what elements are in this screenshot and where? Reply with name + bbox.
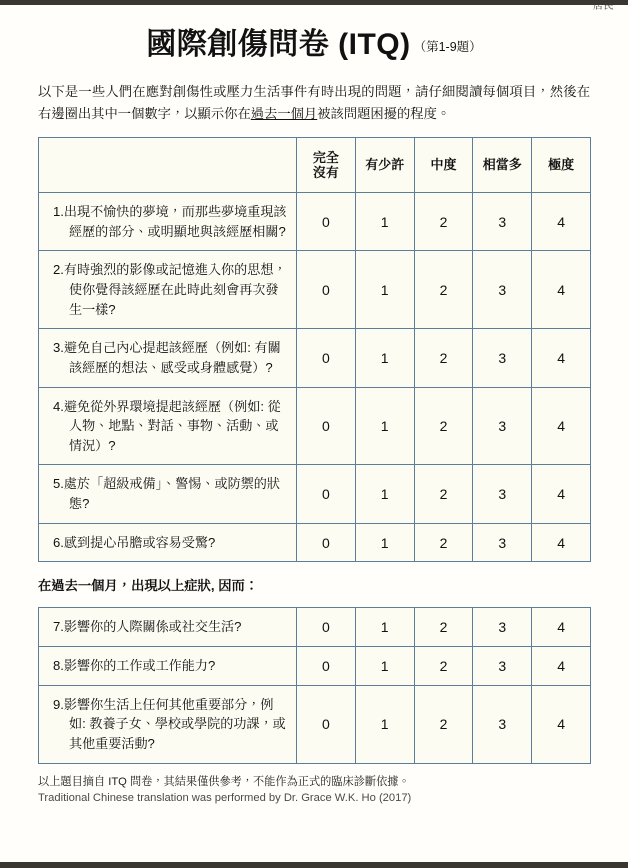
footer-disclaimer-cn: 以上題目摘自 ITQ 問卷，其結果僅供參考，不能作為正式的臨床診斷依據。	[38, 775, 410, 788]
score-option-1[interactable]: 1	[355, 193, 414, 251]
score-option-2[interactable]: 2	[414, 465, 473, 523]
table-row	[39, 685, 591, 763]
bottom-chrome-bar	[0, 862, 628, 868]
question-text-cell	[39, 193, 297, 251]
questions-body-part-2	[39, 608, 591, 763]
score-option-1[interactable]: 1	[355, 523, 414, 562]
question-label: 影響你的工作或工作能力?	[63, 658, 216, 674]
question-body	[53, 397, 288, 456]
question-label: 影響你生活上任何其他重要部分，例如: 教養子女、學校或學院的功課，或其他重要活動?	[63, 696, 286, 751]
score-option-1[interactable]: 1	[355, 251, 414, 329]
question-body	[53, 617, 288, 637]
table-row	[39, 193, 591, 251]
question-body	[53, 695, 288, 754]
score-option-1[interactable]: 1	[355, 685, 414, 763]
question-text-cell	[39, 329, 297, 387]
score-option-3[interactable]: 3	[473, 193, 532, 251]
question-number: 1.	[53, 204, 64, 220]
header-col-a-little: 有少許	[355, 138, 414, 193]
header-col-none	[297, 138, 356, 193]
header-col-moderately: 中度	[414, 138, 473, 193]
score-option-2[interactable]: 2	[414, 251, 473, 329]
question-number: 3.	[53, 340, 64, 356]
score-option-0[interactable]: 0	[297, 387, 356, 465]
score-option-3[interactable]: 3	[473, 647, 532, 686]
table-row	[39, 465, 591, 523]
instructions-underlined-phrase: 過去一個月	[250, 105, 318, 121]
instructions-text-before: 以下是一些人們在應對創傷性或壓力生活事件有時出現的問題，請仔細閱讀每個項目，然後在右邊圈出其中一個數字，以顯示你在	[38, 84, 590, 121]
table-row	[39, 523, 591, 562]
instructions-paragraph	[38, 81, 590, 124]
score-option-4[interactable]: 4	[532, 387, 591, 465]
question-text-cell	[39, 608, 297, 647]
section-note: 在過去一個月，出現以上症狀, 因而：	[38, 578, 259, 594]
score-option-2[interactable]: 2	[414, 608, 473, 647]
score-option-0[interactable]: 0	[297, 329, 356, 387]
score-option-1[interactable]: 1	[355, 647, 414, 686]
score-option-4[interactable]: 4	[532, 647, 591, 686]
page-title	[0, 5, 628, 63]
question-label: 感到提心吊膽或容易受驚?	[63, 534, 216, 550]
header-col-extremely: 極度	[532, 138, 591, 193]
question-body	[53, 338, 288, 377]
page-title-subtitle: （第1-9題）	[413, 40, 482, 54]
score-option-4[interactable]: 4	[532, 329, 591, 387]
questions-table-part-2	[38, 607, 591, 763]
score-option-4[interactable]: 4	[532, 465, 591, 523]
score-option-0[interactable]: 0	[297, 608, 356, 647]
table-row	[39, 387, 591, 465]
score-option-0[interactable]: 0	[297, 193, 356, 251]
score-option-2[interactable]: 2	[414, 647, 473, 686]
question-label: 處於「超級戒備」、警惕、或防禦的狀態?	[63, 476, 280, 512]
score-option-1[interactable]: 1	[355, 465, 414, 523]
header-col-none-line2: 沒有	[312, 165, 339, 181]
question-text-cell	[39, 523, 297, 562]
table-row	[39, 647, 591, 686]
question-number: 2.	[53, 262, 64, 278]
score-option-4[interactable]: 4	[532, 523, 591, 562]
header-col-none-line1: 完全	[312, 149, 339, 165]
score-option-3[interactable]: 3	[473, 387, 532, 465]
score-option-0[interactable]: 0	[297, 251, 356, 329]
question-body	[53, 533, 288, 553]
question-number: 4.	[53, 398, 64, 414]
header-blank-cell	[39, 138, 297, 193]
question-text-cell	[39, 685, 297, 763]
instructions-text-after: 被該問題困擾的程度。	[317, 105, 451, 121]
table-header-row	[39, 138, 591, 193]
question-number: 9.	[53, 696, 64, 712]
score-option-4[interactable]: 4	[532, 251, 591, 329]
question-label: 避免從外界環境提起該經歷（例如: 從人物、地點、對話、事物、活動、或情況）?	[63, 398, 281, 453]
score-option-0[interactable]: 0	[297, 685, 356, 763]
score-option-4[interactable]: 4	[532, 608, 591, 647]
table-row	[39, 608, 591, 647]
footer-translation-credit-en: Traditional Chinese translation was performed by Dr. Grace W.K. Ho (2017)	[38, 791, 412, 804]
score-option-4[interactable]: 4	[532, 193, 591, 251]
score-option-2[interactable]: 2	[414, 193, 473, 251]
table-row	[39, 251, 591, 329]
question-label: 避免自己內心提起該經歷（例如: 有關該經歷的想法、感受或身體感覺）?	[63, 340, 281, 375]
score-option-3[interactable]: 3	[473, 465, 532, 523]
score-option-3[interactable]: 3	[473, 608, 532, 647]
score-option-1[interactable]: 1	[355, 329, 414, 387]
table-row	[39, 329, 591, 387]
question-text-cell	[39, 647, 297, 686]
footer-credits	[38, 775, 590, 807]
page-title-main: 國際創傷問卷 (ITQ)	[146, 28, 411, 61]
question-text-cell	[39, 251, 297, 329]
question-number: 8.	[53, 658, 64, 674]
questions-body-part-1	[39, 193, 591, 562]
questionnaire-page	[0, 5, 628, 862]
score-option-2[interactable]: 2	[414, 523, 473, 562]
question-text-cell	[39, 387, 297, 465]
question-body	[53, 474, 288, 513]
score-option-3[interactable]: 3	[473, 685, 532, 763]
score-option-3[interactable]: 3	[473, 523, 532, 562]
question-body	[53, 656, 288, 676]
score-option-2[interactable]: 2	[414, 685, 473, 763]
header-col-quite-a-bit: 相當多	[473, 138, 532, 193]
question-body	[53, 202, 288, 241]
top-chrome-bar	[0, 0, 628, 5]
score-option-2[interactable]: 2	[414, 329, 473, 387]
score-option-0[interactable]: 0	[297, 523, 356, 562]
question-label: 影響你的人際關係或社交生活?	[63, 619, 242, 635]
question-label: 有時強烈的影像或記憶進入你的思想，使你覺得該經歷在此時此刻會再次發生一樣?	[63, 262, 287, 317]
score-option-3[interactable]: 3	[473, 329, 532, 387]
questions-table-part-1	[38, 137, 591, 562]
score-option-0[interactable]: 0	[297, 647, 356, 686]
score-option-0[interactable]: 0	[297, 465, 356, 523]
question-body	[53, 260, 288, 319]
score-option-4[interactable]: 4	[532, 685, 591, 763]
question-number: 7.	[53, 619, 64, 635]
question-label: 出現不愉快的夢境，而那些夢境重現該經歷的部分、或明顯地與該經歷相關?	[63, 204, 287, 239]
score-option-1[interactable]: 1	[355, 608, 414, 647]
question-number: 5.	[53, 476, 64, 492]
question-text-cell	[39, 465, 297, 523]
question-number: 6.	[53, 534, 64, 550]
clipped-header-text: 居民	[593, 2, 614, 11]
score-option-2[interactable]: 2	[414, 387, 473, 465]
score-option-3[interactable]: 3	[473, 251, 532, 329]
score-option-1[interactable]: 1	[355, 387, 414, 465]
